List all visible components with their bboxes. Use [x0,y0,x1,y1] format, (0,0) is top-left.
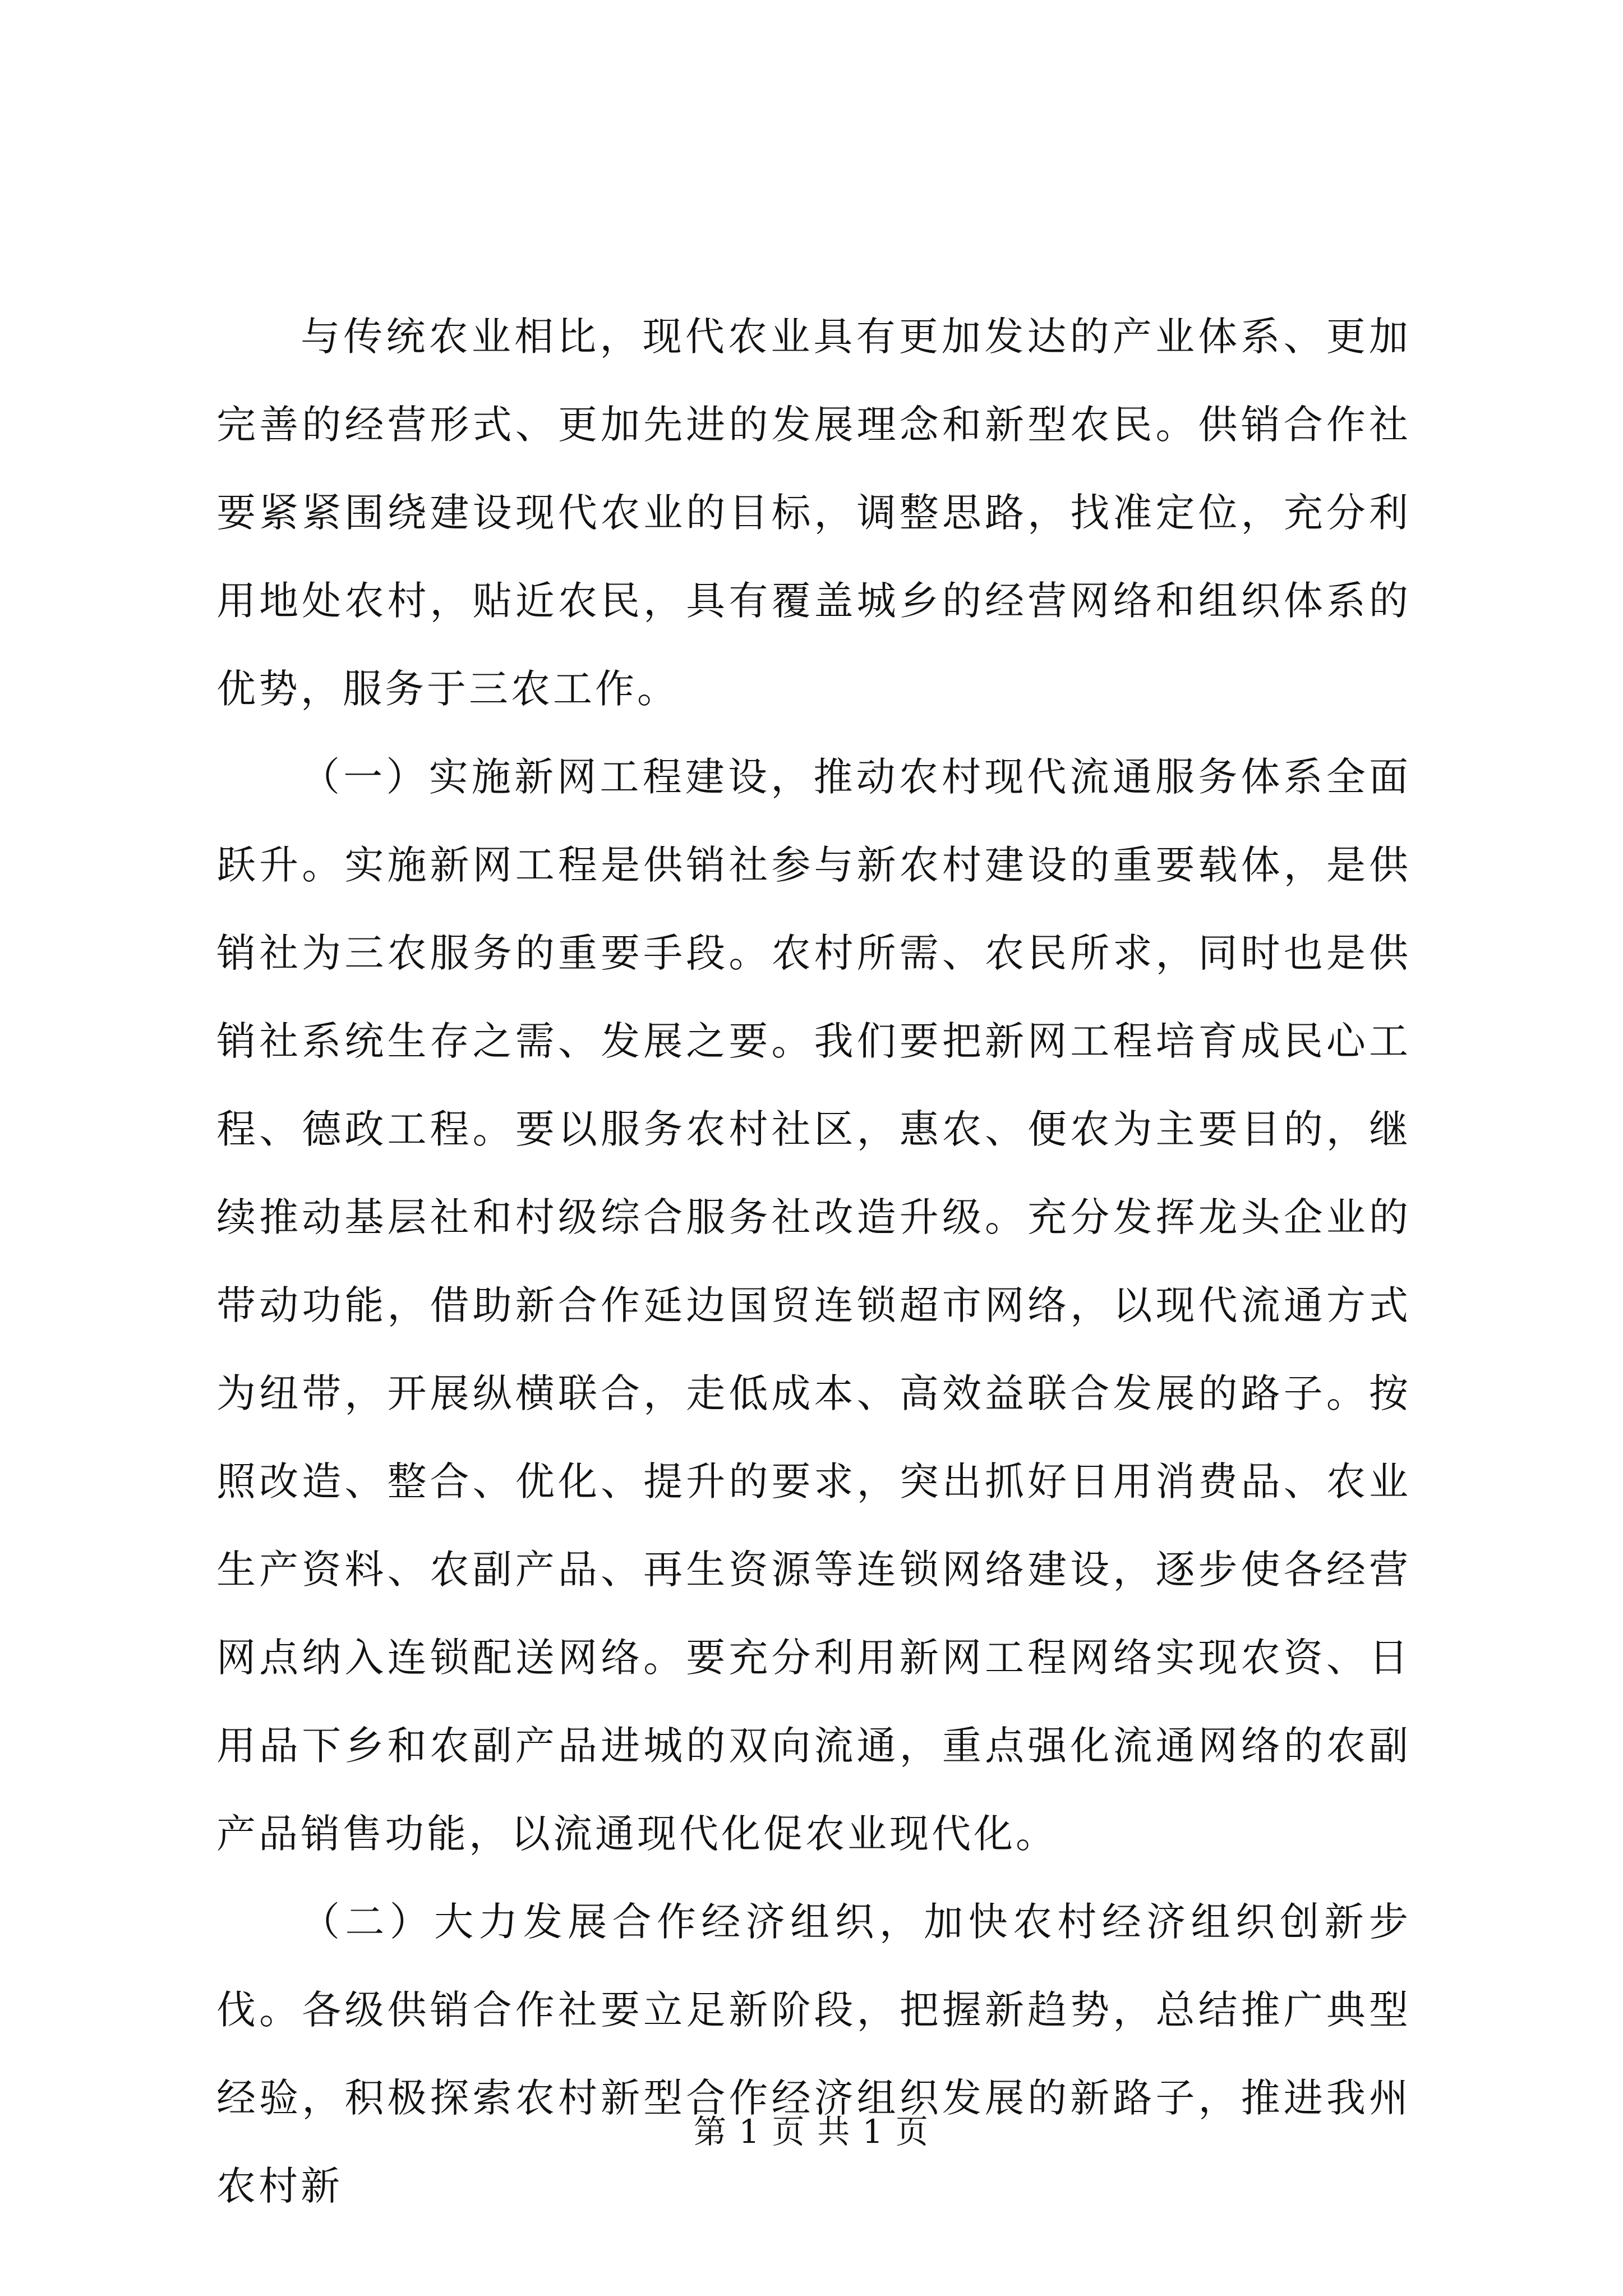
paragraph-section-1: （一）实施新网工程建设，推动农村现代流通服务体系全面跃升。实施新网工程是供销社参与新农村建设的重要载体，是供销社为三农服务的重要手段。农村所需、农民所求，同时也是供销社系统生存之需、发展之要。我们要把新网工程培育成民心工程、德政工程。要以服务农村社区，惠农、便农为主要目的，继续推动基层社和村级综合服务社改造升级。充分发挥龙头企业的带动功能，借助新合作延边国贸连锁超市网络，以现代流通方式为纽带，开展纵横联合，走低成本、高效益联合发展的路子。按照改造、整合、优化、提升的要求，突出抓好日用消费品、农业生产资料、农副产品、再生资源等连锁网络建设，逐步使各经营网点纳入连锁配送网络。要充分利用新网工程网络实现农资、日用品下乡和农副产品进城的双向流通，重点强化流通网络的农副产品销售功能，以流通现代化促农业现代化。 [216,754,1411,1857]
page-footer: 第 1 页 共 1 页 [694,2113,929,2151]
paragraph-section-2: （二）大力发展合作经济组织，加快农村经济组织创新步伐。各级供销合作社要立足新阶段，把握新趋势，总结推广典型经验，积极探索农村新型合作经济组织发展的新路子，推进我州农村新 [216,1899,1411,2209]
document-body [216,293,1411,2230]
paragraph-intro: 与传统农业相比，现代农业具有更加发达的产业体系、更加完善的经营形式、更加先进的发展理念和新型农民。供销合作社要紧紧围绕建设现代农业的目标，调整思路，找准定位，充分利用地处农村，贴近农民，具有覆盖城乡的经营网络和组织体系的优势，服务于三农工作。 [216,314,1411,712]
